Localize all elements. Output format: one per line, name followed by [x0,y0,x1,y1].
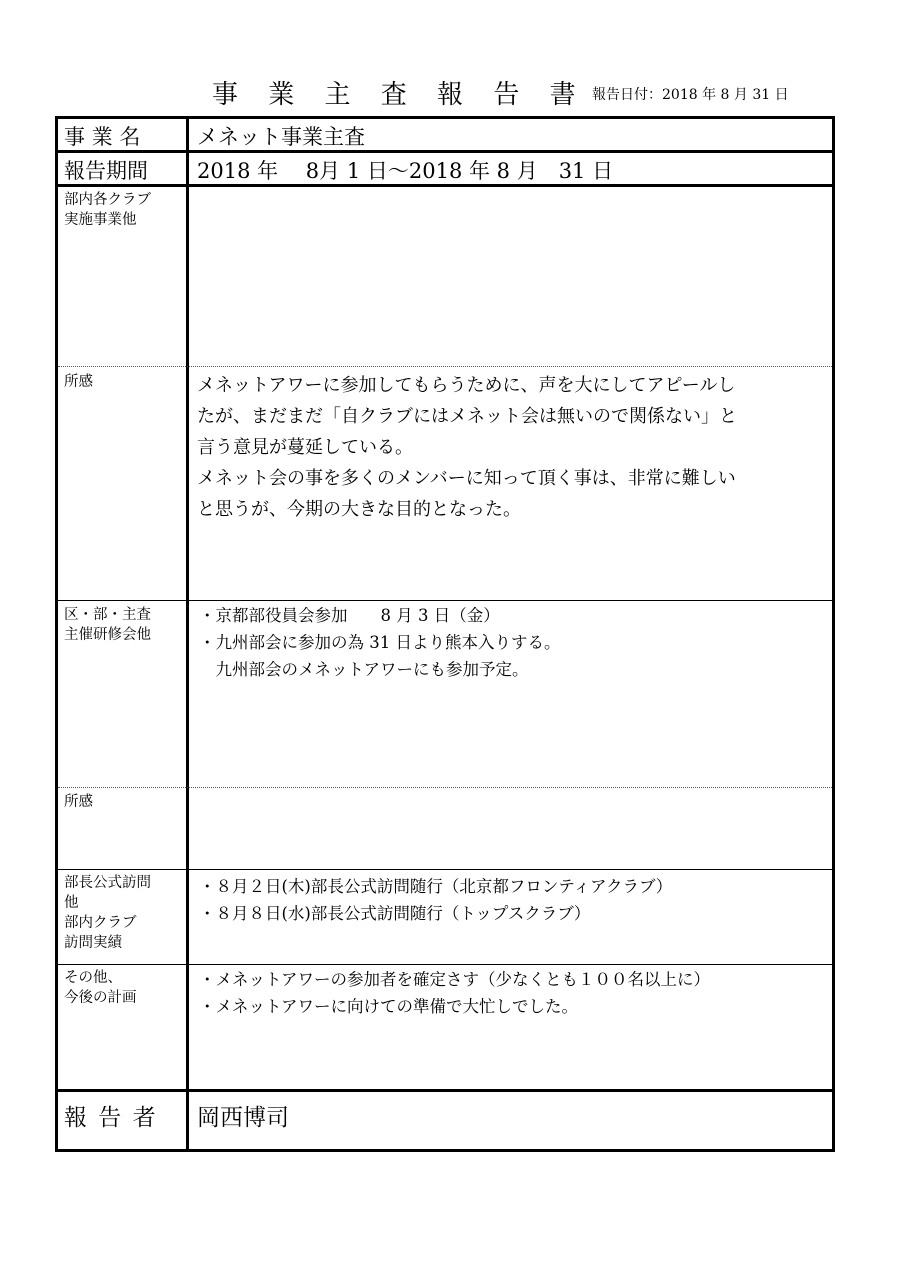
text-line: メネットアワーに参加してもらうために、声を大にしてアピールし [197,375,736,396]
visits-label [64,873,151,953]
impression-text [197,370,832,525]
text-line: メネット会の事を多くのメンバーに知って頂く事は、非常に難しい [197,468,736,489]
future-plans-list [199,966,710,1020]
list-item: ・８月８日(水)部長公式訪問随行（トップスクラブ） [199,904,591,923]
impression-label: 所感 [64,374,93,390]
label-line: 他 [64,895,79,911]
label-line: 部内クラブ [64,915,137,931]
list-item: ・メネットアワーに向けての準備で大忙しでした。 [199,997,579,1016]
label-line: 主催研修会他 [64,627,151,643]
impression-label: 所感 [64,794,93,810]
label-line: 実施事業他 [64,212,137,228]
district-events-list [199,602,561,683]
column-divider [186,119,189,1149]
reporter-label: 報 告 者 [64,1105,158,1131]
text-line: 言う意見が蔓延している。 [197,437,413,458]
project-name-value: メネット事業主査 [197,125,365,149]
row-separator [58,787,832,788]
list-item: ・京都部役員会参加 8 月 3 日（金） [199,606,500,625]
document-title: 事 業 主 査 報 告 書 [212,80,587,110]
list-item: ・メネットアワーの参加者を確定さす（少なくとも１００名以上に） [199,970,711,989]
row-separator [58,1089,832,1092]
report-period-label: 報告期間 [64,159,148,183]
report-table [55,116,835,1152]
list-item: ・九州部会に参加の為 31 日より熊本入りする。 [199,633,561,652]
label-line: 区・部・主査 [64,607,151,623]
future-plans-label [64,968,137,1008]
visits-list [199,873,672,927]
row-separator [58,600,832,601]
text-line: たが、まだまだ「自クラブにはメネット会は無いので関係ない」と [197,406,737,427]
list-item: ・８月２日(木)部長公式訪問随行（北京都フロンティアクラブ） [199,877,673,896]
district-events-label [64,605,151,645]
row-separator [58,869,832,870]
row-separator [58,366,832,367]
text-line: と思うが、今期の大きな目的となった。 [197,499,521,520]
reporter-name: 岡西博司 [197,1105,289,1131]
row-separator [58,964,832,965]
label-line: その他、 [64,970,122,986]
label-line: 訪問実績 [64,935,122,951]
label-line: 部内各クラブ [64,192,151,208]
project-name-label: 事 業 名 [64,125,141,149]
label-line: 部長公式訪問 [64,875,151,891]
label-line: 今後の計画 [64,990,137,1006]
row-separator [58,150,832,153]
club-events-label [64,190,151,230]
list-item: 九州部会のメネットアワーにも参加予定。 [199,660,529,679]
report-period-value: 2018 年 8月 1 日〜2018 年 8 月 31 日 [197,159,614,183]
report-date: 報告日付：2018 年 8 月 31 日 [592,87,789,103]
